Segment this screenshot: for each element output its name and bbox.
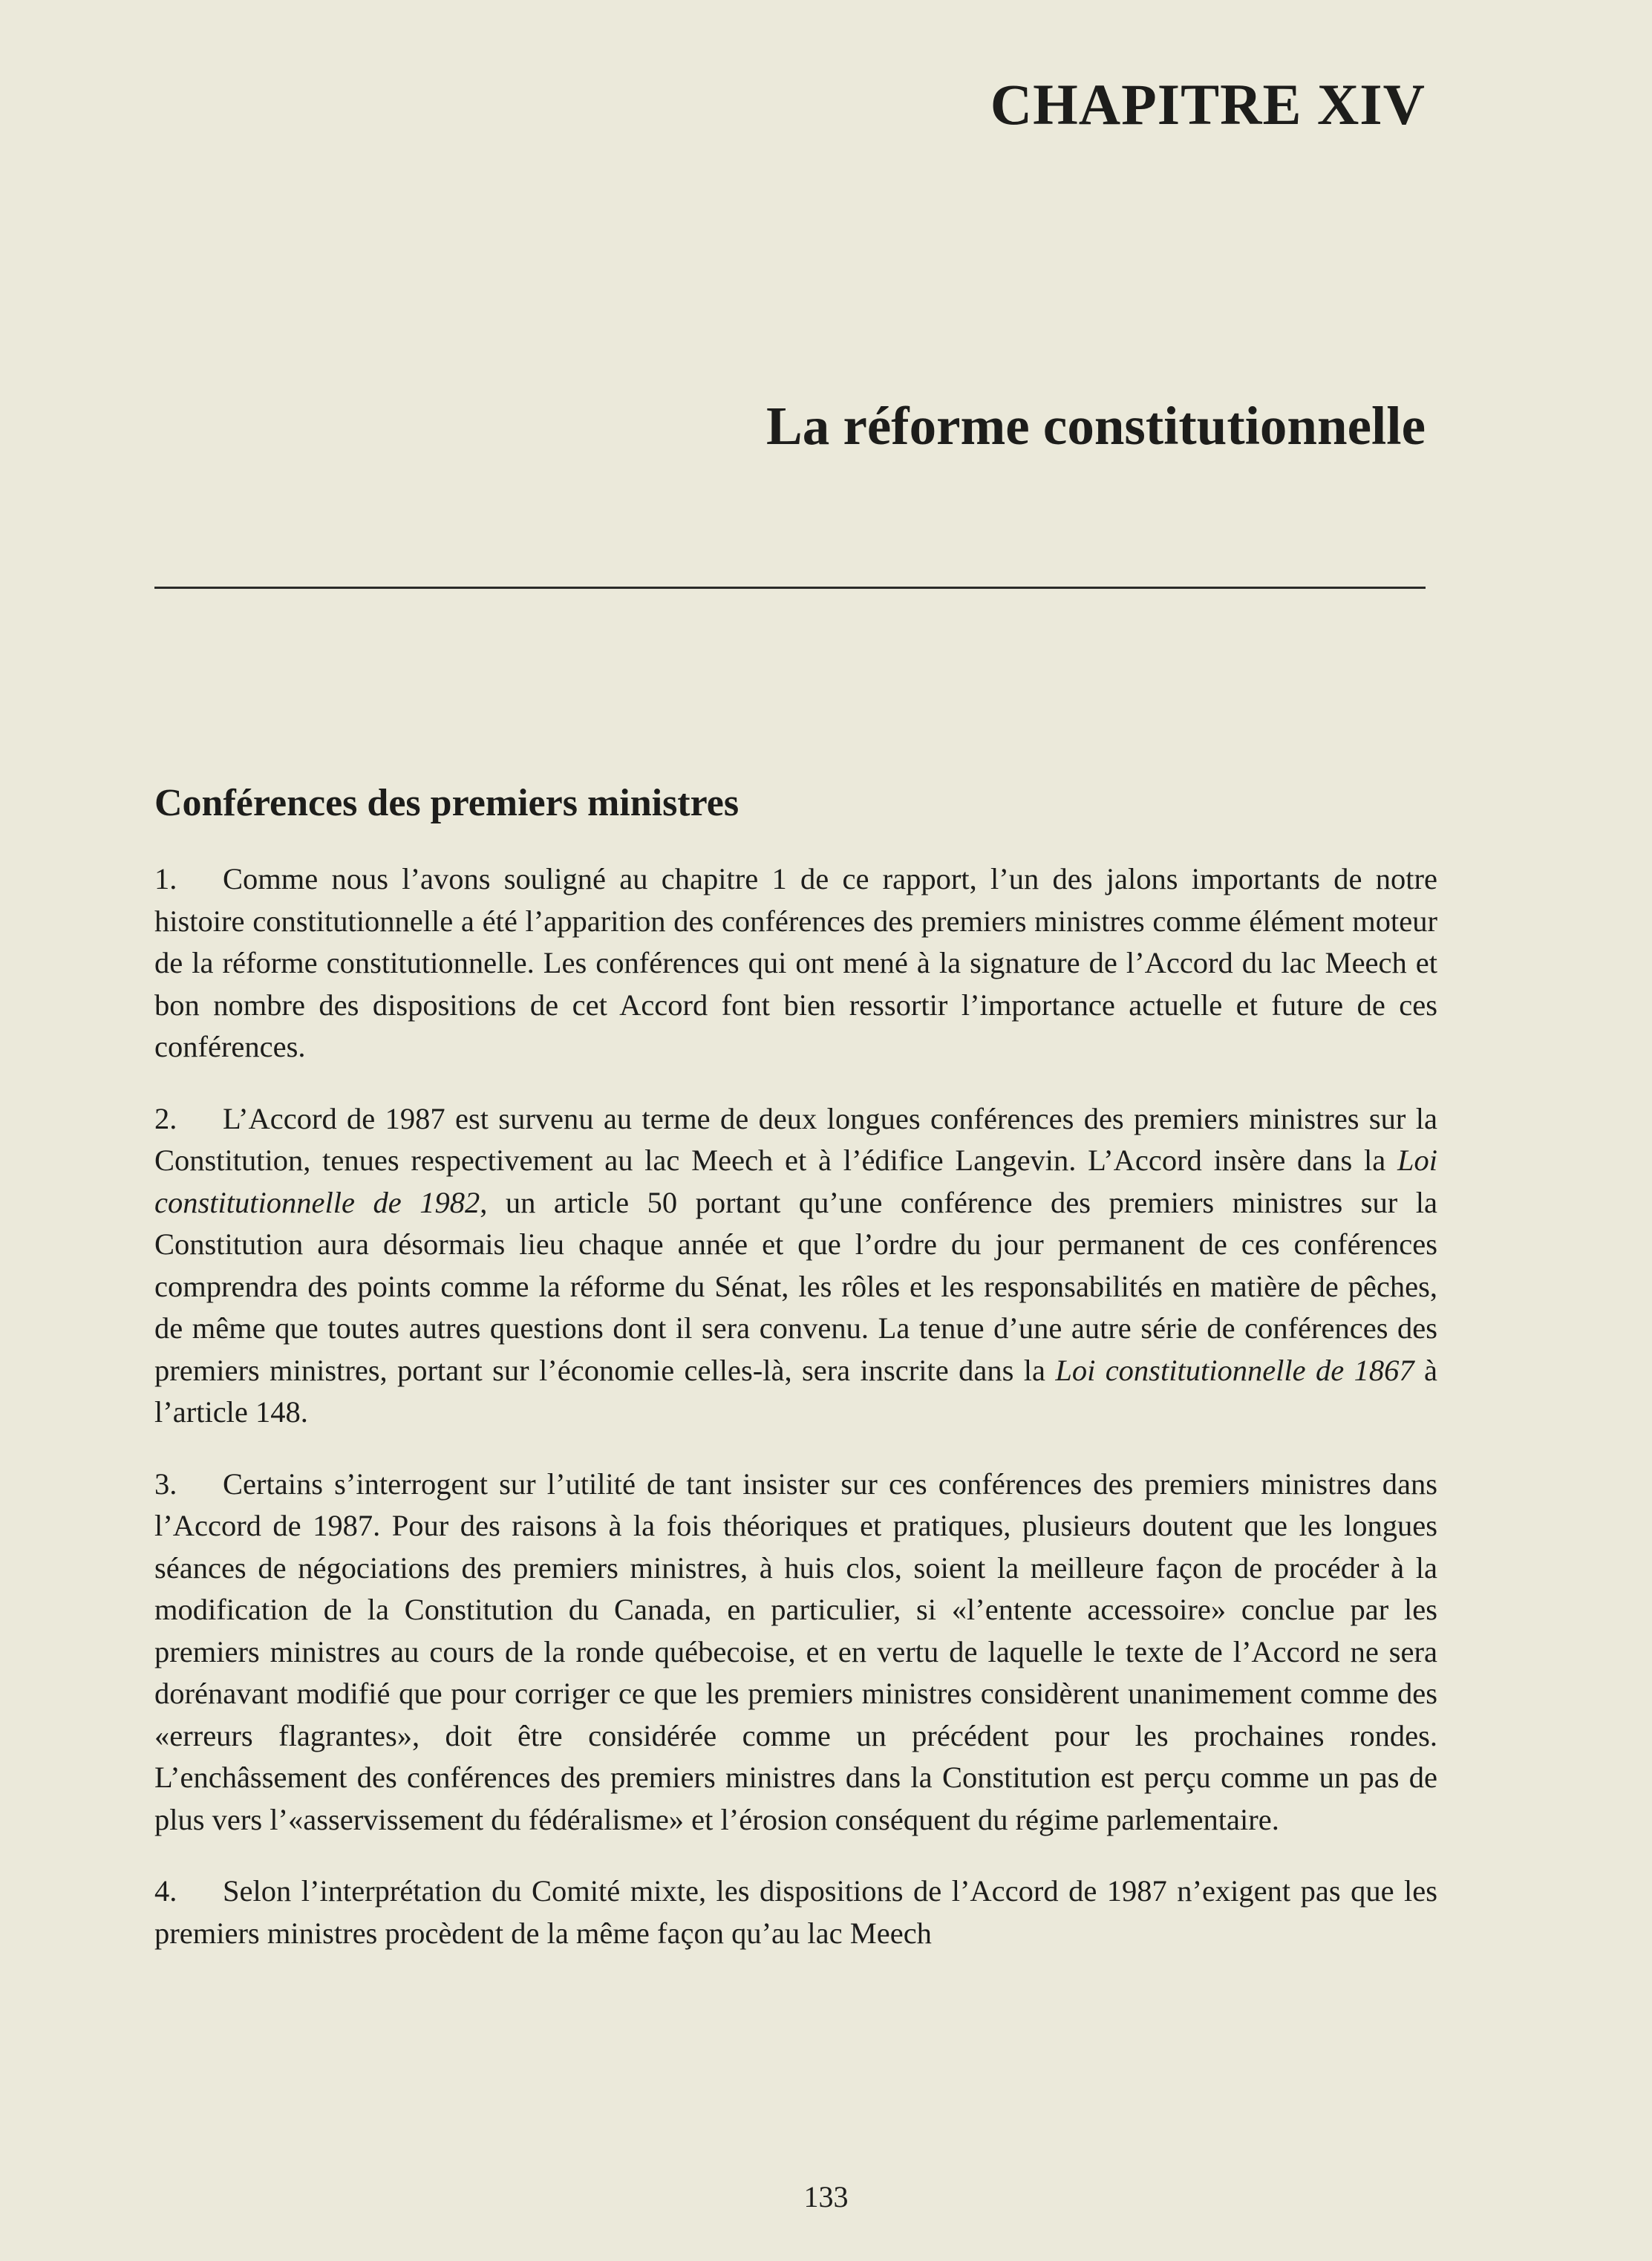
paragraph-number: 4. [154,1874,177,1908]
paragraph-text: Certains s’interrogent sur l’utilité de tant insister sur ces conférences des premiers ministres dans l’Accord de 1987. Pour des raisons à la fois théoriques et pratiques, plusieurs doutent que les longues séances de négociations des premiers ministres, à huis clos, soient la meilleure façon de procéder à la modification de la Constitution du Canada, en particulier, si «l’entente accessoire» conclue par les premiers ministres au cours de la ronde québecoise, et en vertu de laquelle le texte de l’Accord ne sera dorénavant modifié que pour corriger ce que les premiers ministres considèrent unanimement comme des «erreurs flagrantes», doit être considérée comme un précédent pour les prochaines rondes. L’enchâssement des conférences des premiers ministres dans la Constitution est perçu comme un pas de plus vers l’«asservissement du fédéralisme» et l’érosion conséquent du régime parlementaire. [154,1466,1437,1836]
paragraph-text: L’Accord de 1987 est survenu au terme de deux longues conférences des premiers ministres sur la Constitution, tenues respectivement au lac Meech et à l’édifice Langevin. L’Accord insère dans la [154,1101,1437,1177]
paragraph-number: 2. [154,1101,177,1135]
statute-title: Loi constitutionnelle de 1867 [1055,1353,1414,1387]
chapter-title: La réforme constitutionnelle [766,396,1426,456]
paragraph-text: , un article 50 portant qu’une conférence des premiers ministres sur la Constitution aura désormais lieu chaque année et que l’ordre du jour permanent de ces conférences comprendra des points comme la réforme du Sénat, les rôles et les responsabilités en matière de pêches, de même que toutes autres questions dont il sera convenu. La tenue d’une autre série de conférences des premiers ministres, portant sur l’économie celles-là, sera inscrite dans la [154,1185,1437,1387]
paragraph-number: 3. [154,1466,177,1501]
paragraph-2 [154,1098,1437,1434]
page-number: 133 [803,2180,849,2213]
paragraph-number: 1. [154,862,177,895]
statute-title: Loi constitutionnelle de 1982 [154,1143,1437,1219]
paragraph-text: Selon l’interprétation du Comité mixte, les dispositions de l’Accord de 1987 n’exigent pas que les premiers ministres procèdent de la même façon qu’au lac Meech [154,1874,1437,1950]
paragraph-1 [154,858,1437,1068]
body-text [154,858,1437,1984]
section-heading: Conférences des premiers ministres [154,782,740,824]
paragraph-text: à l’article 148. [154,1353,1437,1429]
paragraph-4 [154,1870,1437,1954]
paragraph-text: Comme nous l’avons souligné au chapitre 1 de ce rapport, l’un des jalons importants de notre histoire constitutionnelle a été l’apparition des conférences des premiers ministres comme élément moteur de la réforme constitutionnelle. Les conférences qui ont mené à la signature de l’Accord du lac Meech et bon nombre des dispositions de cet Accord font bien ressortir l’importance actuelle et future de ces conférences. [154,862,1437,1063]
horizontal-rule [154,587,1426,589]
paragraph-3 [154,1464,1437,1841]
chapter-label: CHAPITRE XIV [990,72,1426,137]
